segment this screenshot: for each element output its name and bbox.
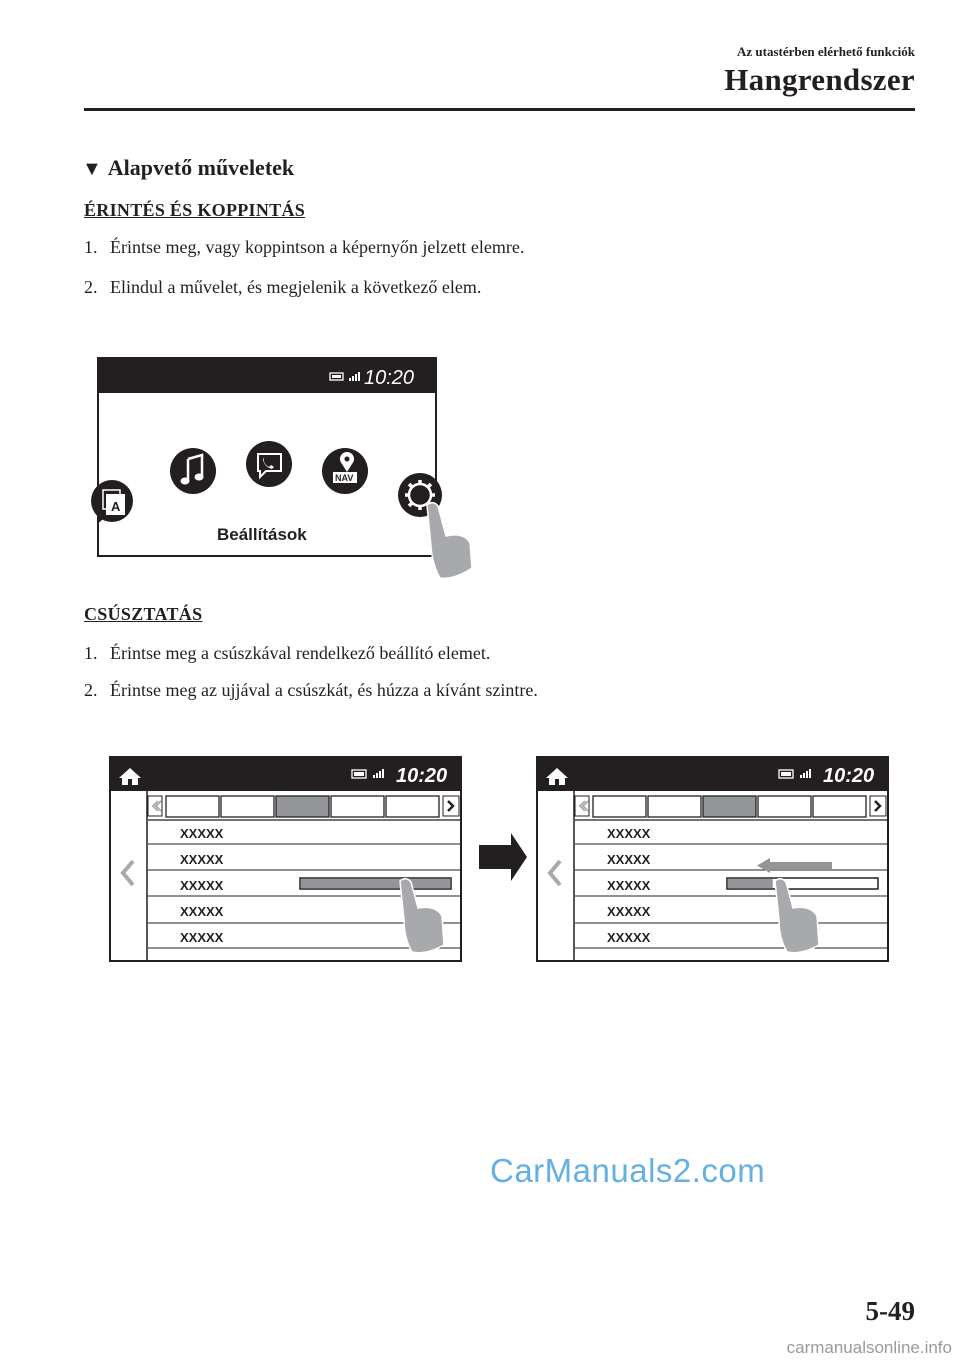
clock-time: 10:20	[823, 765, 875, 787]
list-item: XXXXX	[607, 852, 651, 867]
slide-step-1	[84, 643, 490, 664]
navigation-icon[interactable]	[322, 448, 368, 494]
slider-illustration	[100, 745, 900, 970]
touch-step-2	[84, 277, 481, 298]
list-item: XXXXX	[180, 878, 224, 893]
list-item: XXXXX	[180, 852, 224, 867]
header-divider	[84, 108, 915, 111]
home-screen-illustration	[90, 350, 490, 582]
triangle-marker-icon: ▼	[82, 158, 102, 180]
list-item: XXXXX	[607, 826, 651, 841]
music-icon[interactable]	[170, 448, 216, 494]
app-letter: A	[111, 499, 121, 514]
touch-heading: ÉRINTÉS ÉS KOPPINTÁS	[84, 200, 306, 220]
step-text: Elindul a művelet, és megjelenik a következő elem.	[110, 277, 482, 297]
clock-time: 10:20	[396, 765, 448, 787]
slide-step-2	[84, 680, 538, 701]
section-title-text: Alapvető műveletek	[107, 155, 295, 180]
finger-pointer-icon	[427, 503, 472, 579]
step-text: Érintse meg a csúszkával rendelkező beállító elemet.	[110, 643, 491, 663]
section-title	[82, 155, 294, 181]
slide-heading: CSÚSZTATÁS	[84, 604, 203, 624]
watermark: CarManuals2.com	[490, 1152, 766, 1189]
clock-time: 10:20	[364, 367, 415, 389]
list-item: XXXXX	[607, 878, 651, 893]
list-item: XXXXX	[180, 826, 224, 841]
touch-step-1	[84, 237, 524, 258]
step-number: 2.	[84, 277, 98, 297]
list-item: XXXXX	[180, 904, 224, 919]
chapter-subtitle: Az utastérben elérhető funkciók	[736, 44, 915, 59]
slider-fill	[301, 879, 450, 888]
step-number: 2.	[84, 680, 98, 700]
footer-watermark: carmanualsonline.info	[786, 1338, 952, 1357]
slider-screen-before	[110, 757, 461, 961]
step-text: Érintse meg, vagy koppintson a képernyőn jelzett elemre.	[110, 237, 525, 257]
step-number: 1.	[84, 237, 98, 257]
phone-icon[interactable]	[246, 441, 292, 487]
chapter-title: Hangrendszer	[724, 62, 915, 97]
list-item: XXXXX	[607, 930, 651, 945]
list-item: XXXXX	[180, 930, 224, 945]
step-text: Érintse meg az ujjával a csúszkát, és húzza a kívánt szintre.	[110, 680, 538, 700]
settings-label: Beállítások	[217, 525, 307, 544]
page-number: 5-49	[865, 1296, 915, 1326]
step-number: 1.	[84, 643, 98, 663]
nav-label: NAV	[335, 473, 354, 483]
list-item: XXXXX	[607, 904, 651, 919]
slider-fill	[728, 879, 773, 888]
right-arrow-icon	[479, 833, 527, 881]
slider-screen-after	[537, 757, 888, 961]
